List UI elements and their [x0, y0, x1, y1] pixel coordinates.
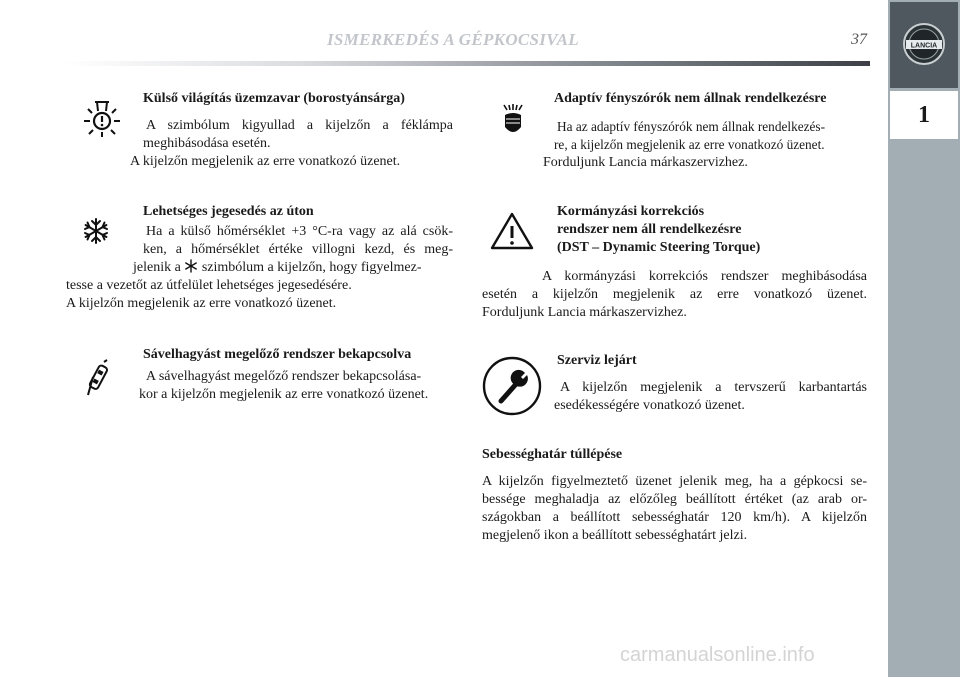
adaptive-headlights-text-2: re, a kijelzőn megjelenik az erre vonatkozó üzenet. — [554, 137, 825, 152]
steering-heading-2: rendszer nem áll rendelkezésre — [557, 222, 742, 237]
service-due-text-1: A kijelzőn megjelenik a tervszerű karbantartás — [560, 380, 867, 395]
icy-road-heading: Lehetséges jegesedés az úton — [143, 204, 314, 219]
adaptive-headlight-icon — [501, 101, 525, 137]
wrench-icon — [481, 355, 543, 417]
adaptive-headlights-heading: Adaptív fényszórók nem állnak rendelkezésre — [554, 91, 827, 106]
steering-text-2: esetén a kijelzőn megjelenik az erre vonatkozó üzenet. — [482, 287, 867, 302]
service-due-heading: Szerviz lejárt — [557, 353, 637, 368]
logo-text: LANCIA — [910, 42, 938, 50]
page-number: 37 — [851, 31, 867, 48]
lancia-logo-icon — [890, 2, 958, 88]
exterior-light-text-2: meghibásodása esetén. — [143, 136, 271, 151]
exterior-light-heading: Külső világítás üzemzavar (borostyánsárga) — [143, 91, 405, 106]
icy-road-text-3a: jelenik a — [133, 260, 181, 275]
lane-keeping-icon — [84, 359, 112, 397]
exterior-light-warning-icon — [80, 97, 124, 139]
speed-limit-heading: Sebességhatár túllépése — [482, 447, 623, 462]
icy-road-text-3 — [133, 259, 453, 277]
adaptive-headlights-text-3: Forduljunk Lancia márkaszervizhez. — [543, 155, 748, 170]
lane-keeping-text-2: kor a kijelzőn megjelenik az erre vonatkozó üzenet. — [139, 387, 429, 402]
icy-road-text-5: A kijelzőn megjelenik az erre vonatkozó üzenet. — [66, 296, 337, 311]
lane-keeping-heading: Sávelhagyást megelőző rendszer bekapcsolva — [143, 347, 412, 362]
adaptive-headlights-text-1: Ha az adaptív fényszórók nem állnak rendelkezés- — [557, 119, 826, 134]
speed-limit-text-4: megjelenő ikon a beállított sebességhatárt jelzi. — [482, 528, 748, 543]
running-header: ISMERKEDÉS A GÉPKOCSIVAL — [327, 30, 579, 49]
icy-road-text-1: Ha a külső hőmérséklet +3 °C-ra vagy az alá csök- — [146, 224, 453, 239]
logo-box — [890, 2, 958, 88]
chapter-number: 1 — [890, 91, 958, 139]
exterior-light-text-3: A kijelzőn megjelenik az erre vonatkozó üzenet. — [130, 154, 401, 169]
steering-text-3: Forduljunk Lancia márkaszervizhez. — [482, 305, 687, 320]
service-due-text-2: esedékességére vonatkozó üzenet. — [554, 398, 745, 413]
warning-triangle-icon — [489, 211, 535, 251]
steering-text-1: A kormányzási korrekciós rendszer meghibásodása — [542, 269, 867, 284]
steering-heading-3: (DST – Dynamic Steering Torque) — [557, 240, 761, 255]
icy-road-text-3b: szimbólum a kijelzőn, hogy figyelmez- — [201, 260, 422, 275]
watermark: carmanualsonline.info — [620, 644, 815, 666]
exterior-light-text-1: A szimbólum kigyullad a kijelzőn a féklámpa — [146, 118, 453, 133]
snowflake-inline-icon — [184, 259, 198, 273]
header-rule — [64, 61, 870, 66]
steering-heading-1: Kormányzási korrekciós — [557, 204, 705, 219]
speed-limit-text-2: bessége meghaladja az előzőleg beállított értéket (az arab or- — [482, 492, 867, 507]
icy-road-text-2: ken, a hőmérséklet értéke villogni kezd, és meg- — [143, 242, 453, 257]
lane-keeping-text-1: A sávelhagyást megelőző rendszer bekapcsolása- — [146, 369, 422, 384]
speed-limit-text-1: A kijelzőn figyelmeztető üzenet jelenik meg, ha a gépkocsi se- — [482, 474, 867, 489]
speed-limit-text-3: szágokban a beállított sebességhatár 120 km/h). A kijelzőn — [482, 510, 867, 525]
snowflake-icon — [82, 217, 110, 245]
icy-road-text-4: tesse a vezetőt az útfelület lehetséges jegesedésére. — [66, 278, 352, 293]
